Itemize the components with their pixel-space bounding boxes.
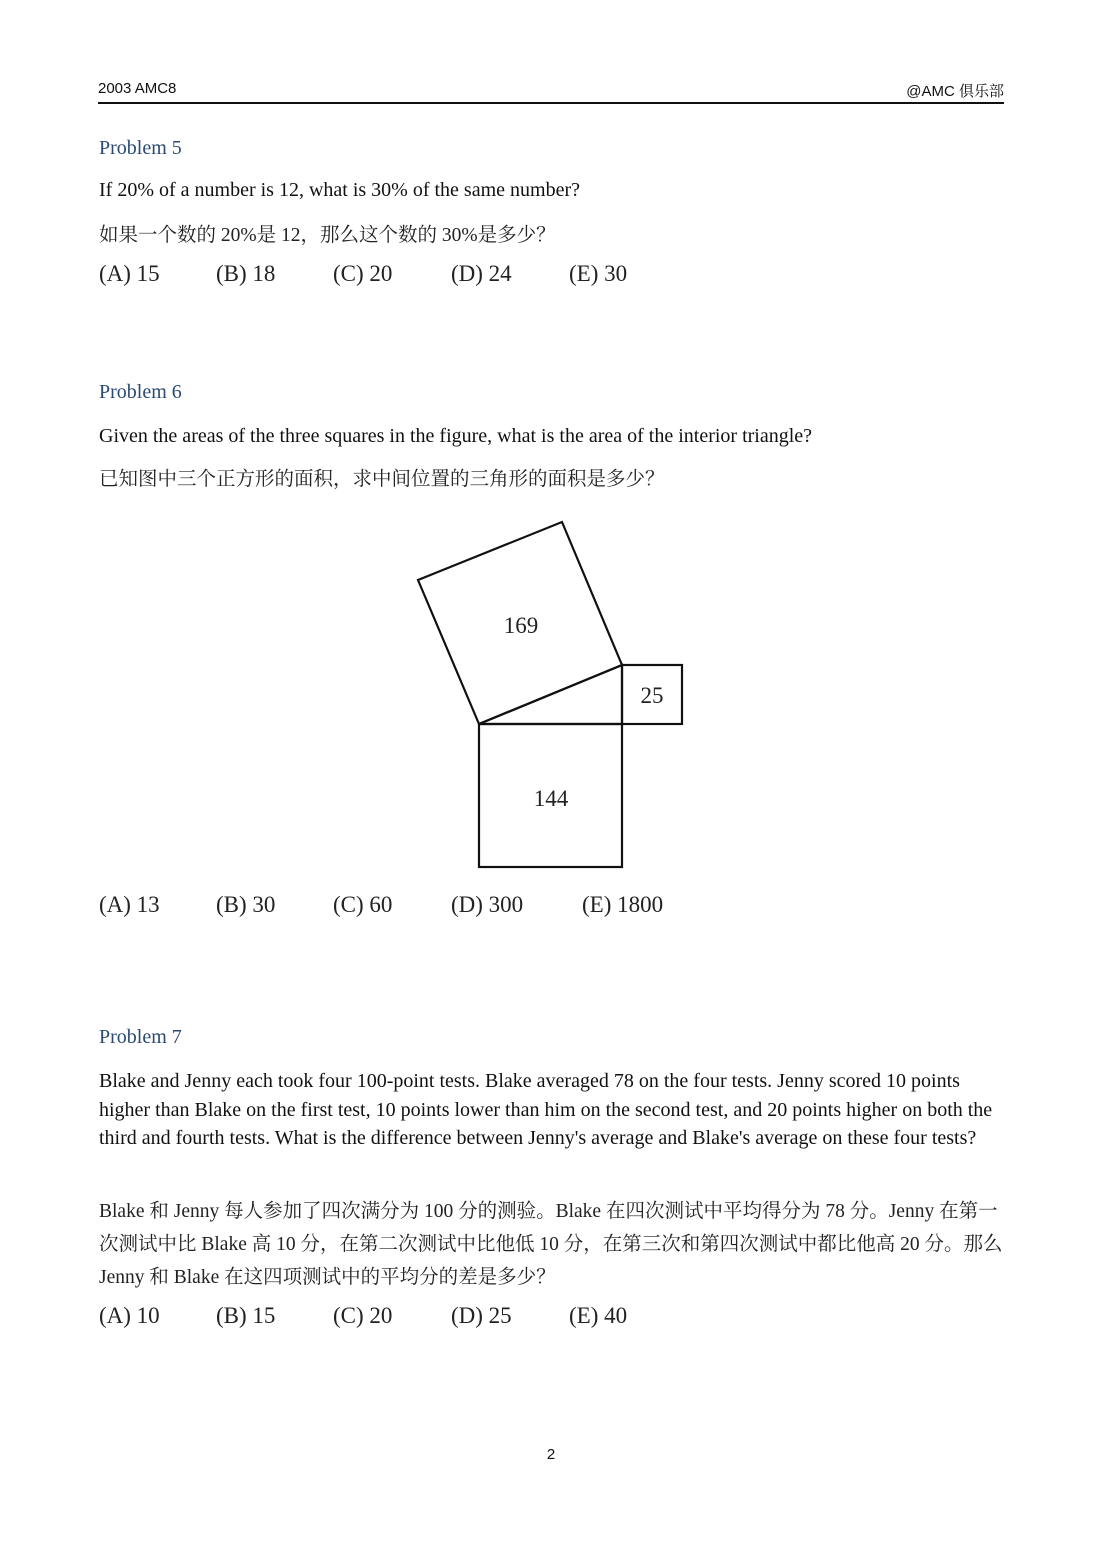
problem-5-text-en: If 20% of a number is 12, what is 30% of the same number? <box>99 179 580 201</box>
choice-e: (E) 30 <box>569 261 628 286</box>
problem-7-text-en: Blake and Jenny each took four 100-point tests. Blake averaged 78 on the four tests. Jenny scored 10 points higher than Blake on the first test, 10 points lower than him on the second test, and 20 points higher on both the third and fourth tests. What is the difference between Jenny's average and Blake's average on these four tests? <box>99 1070 993 1149</box>
choice-a: (A) 15 <box>99 261 160 286</box>
page-header <box>98 78 1004 104</box>
problem-6-text-zh: 已知图中三个正方形的面积，求中间位置的三角形的面积是多少？ <box>99 469 665 490</box>
problem-7-title: Problem 7 <box>99 1026 182 1048</box>
page-number: 2 <box>546 1446 556 1463</box>
problem-5-text-zh: 如果一个数的 20%是 12，那么这个数的 30%是多少？ <box>99 225 556 246</box>
square-25-label: 25 <box>640 683 664 708</box>
choice-e: (E) 1800 <box>582 892 664 917</box>
squares-triangle-figure <box>410 515 700 875</box>
header-right-text: @AMC 俱乐部 <box>906 83 1004 100</box>
choice-d: (D) 24 <box>451 261 512 286</box>
problem-6-title: Problem 6 <box>99 381 182 403</box>
problem-5-title: Problem 5 <box>99 137 182 159</box>
choice-d: (D) 25 <box>451 1303 512 1328</box>
choice-b: (B) 18 <box>216 261 276 286</box>
choice-b: (B) 30 <box>216 892 276 917</box>
choice-a: (A) 13 <box>99 892 160 917</box>
choice-d: (D) 300 <box>451 892 524 917</box>
problem-7-text-zh: Blake 和 Jenny 每人参加了四次满分为 100 分的测验。Blake 在四次测试中平均得分为 78 分。Jenny 在第一次测试中比 Blake 高 10 分，在第二次测试中比他低 10 分，在第三次和第四次测试中都比他高 20 分。那么 Jenny 和 Blake 在这四项测试中的平均分的差是多少？ <box>99 1201 1003 1288</box>
choice-c: (C) 20 <box>333 1303 393 1328</box>
square-144-label: 144 <box>533 786 569 811</box>
problem-6-text-en: Given the areas of the three squares in the figure, what is the area of the interior triangle? <box>99 425 813 447</box>
interior-triangle <box>479 665 622 724</box>
choice-e: (E) 40 <box>569 1303 628 1328</box>
square-169-label: 169 <box>503 613 539 638</box>
choice-c: (C) 60 <box>333 892 393 917</box>
choice-c: (C) 20 <box>333 261 393 286</box>
choice-b: (B) 15 <box>216 1303 276 1328</box>
choice-a: (A) 10 <box>99 1303 160 1328</box>
header-left-text: 2003 AMC8 <box>98 80 177 97</box>
